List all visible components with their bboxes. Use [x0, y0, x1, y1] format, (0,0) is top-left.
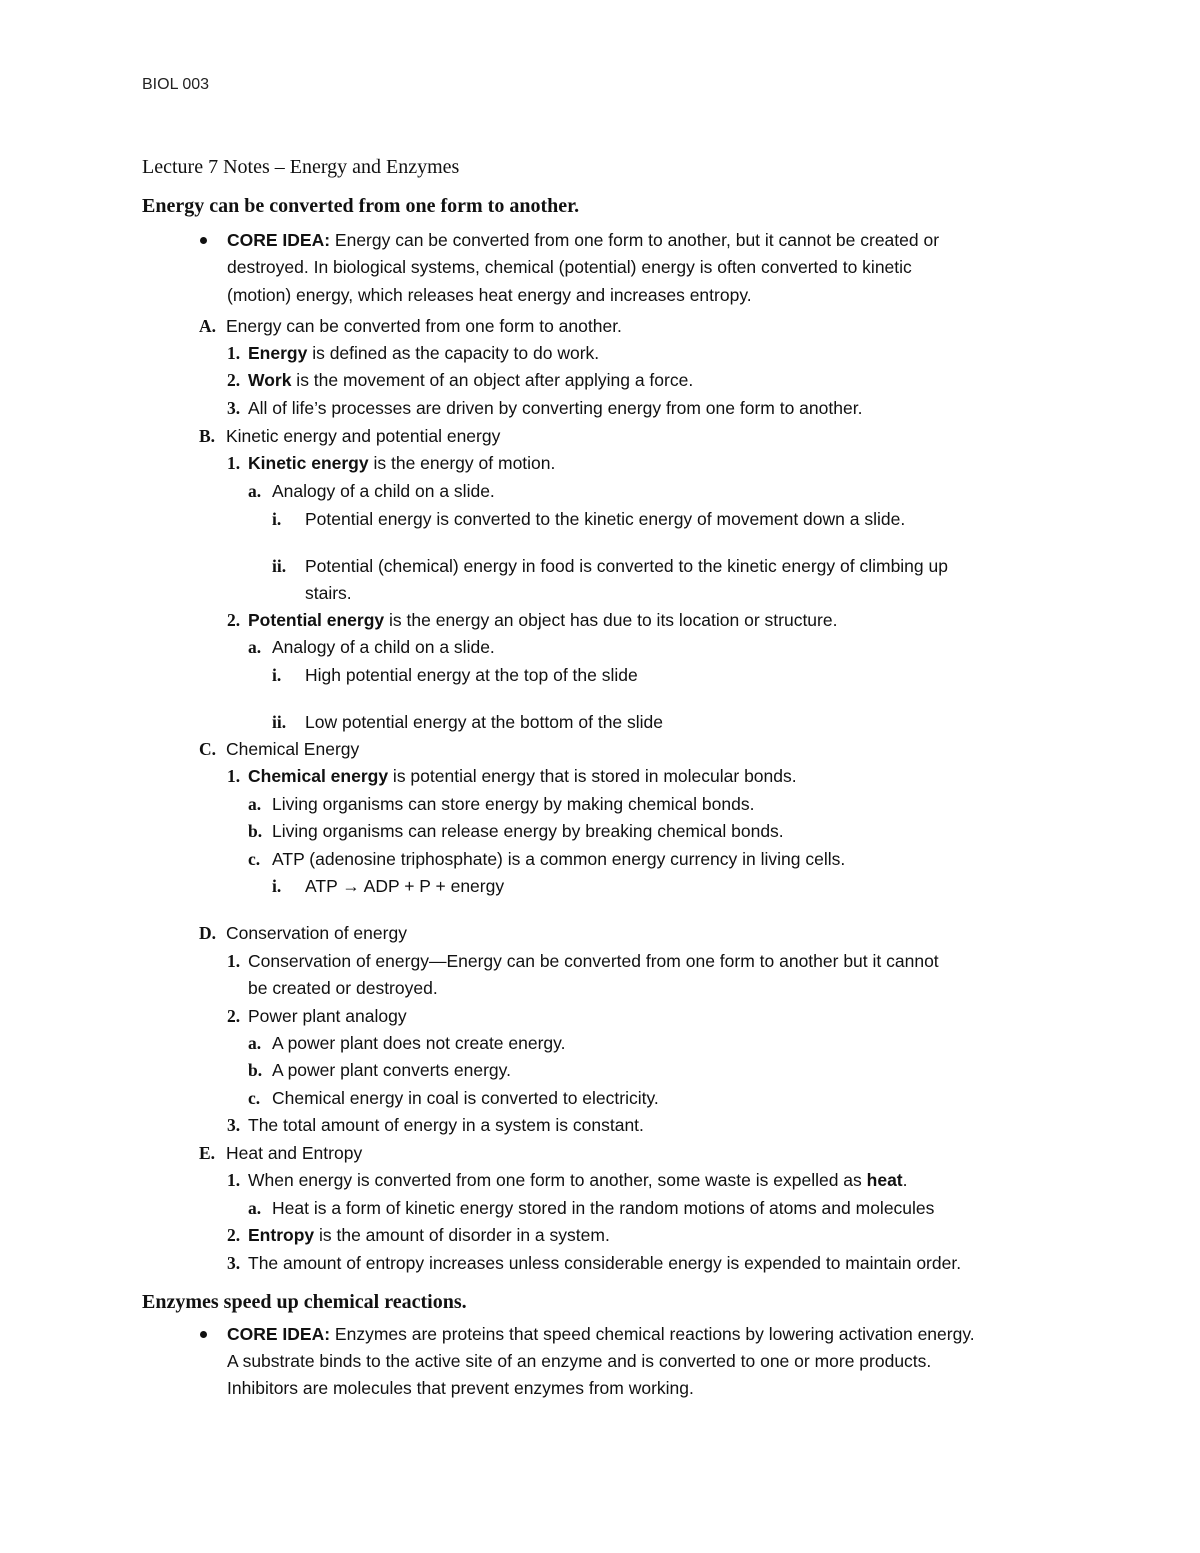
outline-item — [248, 1197, 934, 1219]
outline-text: Low potential energy at the bottom of the slide — [305, 712, 664, 732]
outline-item — [227, 1169, 908, 1191]
outline-text: Living organisms can store energy by making chemical bonds. — [272, 794, 755, 814]
outline-text: Power plant analogy — [248, 1006, 407, 1026]
outline-item-B — [199, 425, 500, 447]
outline-item — [227, 1252, 961, 1274]
outline-marker: A. — [199, 316, 217, 336]
outline-item — [227, 342, 599, 364]
outline-marker: 1. — [227, 766, 241, 786]
outline-text: is the movement of an object after applying a force. — [291, 370, 694, 390]
term: heat — [866, 1170, 903, 1190]
outline-text: Heat and Entropy — [226, 1143, 363, 1163]
outline-marker: 2. — [227, 370, 241, 390]
term: Entropy — [248, 1225, 315, 1245]
outline-marker: 3. — [227, 1115, 241, 1135]
outline-marker: B. — [199, 426, 216, 446]
term: Potential energy — [248, 610, 385, 630]
outline-marker: E. — [199, 1143, 216, 1163]
outline-item — [248, 1059, 511, 1081]
outline-item-A — [199, 315, 622, 337]
outline-marker: a. — [248, 794, 262, 814]
outline-text: A power plant converts energy. — [272, 1060, 511, 1080]
outline-item — [227, 1005, 407, 1027]
outline-marker: 1. — [227, 951, 241, 971]
outline-marker: 2. — [227, 1225, 241, 1245]
outline-text: Chemical energy in coal is converted to electricity. — [272, 1088, 659, 1108]
outline-text: Potential (chemical) energy in food is converted to the kinetic energy of climbing up — [305, 556, 948, 576]
outline-text: Kinetic energy and potential energy — [226, 426, 501, 446]
section-heading-enzymes: Enzymes speed up chemical reactions. — [142, 1291, 467, 1313]
outline-marker: i. — [272, 665, 282, 685]
outline-continuation: be created or destroyed. — [248, 978, 438, 998]
outline-marker: a. — [248, 1033, 262, 1053]
outline-text: Analogy of a child on a slide. — [272, 637, 495, 657]
core-idea-line: A substrate binds to the active site of an enzyme and is converted to one or more products. — [227, 1351, 932, 1371]
outline-item — [227, 1114, 644, 1136]
outline-item — [248, 636, 495, 658]
outline-marker: i. — [272, 876, 282, 896]
term: Energy — [248, 343, 308, 363]
outline-text: Conservation of energy — [226, 923, 407, 943]
outline-item — [227, 452, 555, 474]
outline-text: is the energy of motion. — [368, 453, 556, 473]
outline-marker: b. — [248, 1060, 263, 1080]
outline-text: is defined as the capacity to do work. — [307, 343, 600, 363]
term: Chemical energy — [248, 766, 389, 786]
outline-marker: 1. — [227, 343, 241, 363]
outline-item — [248, 793, 754, 815]
outline-marker: 2. — [227, 610, 241, 630]
outline-item — [227, 1224, 610, 1246]
outline-item — [272, 555, 948, 577]
outline-marker: 1. — [227, 1170, 241, 1190]
core-idea-label: CORE IDEA: — [227, 230, 331, 250]
term: Work — [248, 370, 292, 390]
core-idea-label: CORE IDEA: — [227, 1324, 331, 1344]
outline-marker: 3. — [227, 1253, 241, 1273]
outline-marker: c. — [248, 1088, 261, 1108]
outline-marker: a. — [248, 481, 262, 501]
outline-text: is potential energy that is stored in molecular bonds. — [388, 766, 797, 786]
outline-marker: C. — [199, 739, 217, 759]
outline-text: Analogy of a child on a slide. — [272, 481, 495, 501]
outline-marker: a. — [248, 1198, 262, 1218]
outline-text: A power plant does not create energy. — [272, 1033, 566, 1053]
outline-text: ATP (adenosine triphosphate) is a common energy currency in living cells. — [272, 849, 846, 869]
core-idea-line — [227, 229, 939, 251]
term: Kinetic energy — [248, 453, 369, 473]
outline-marker: D. — [199, 923, 217, 943]
outline-continuation: stairs. — [305, 583, 352, 603]
outline-item-E — [199, 1142, 362, 1164]
core-idea-line: Inhibitors are molecules that prevent enzymes from working. — [227, 1378, 694, 1398]
outline-text: Potential energy is converted to the kinetic energy of movement down a slide. — [305, 509, 906, 529]
outline-item — [272, 508, 905, 530]
outline-item-C — [199, 738, 359, 760]
outline-text: Living organisms can release energy by breaking chemical bonds. — [272, 821, 784, 841]
core-idea-text: Energy can be converted from one form to another, but it cannot be created or — [330, 230, 940, 250]
outline-marker: 3. — [227, 398, 241, 418]
outline-text: Energy can be converted from one form to another. — [226, 316, 622, 336]
outline-item — [227, 369, 693, 391]
section-heading-energy: Energy can be converted from one form to another. — [142, 195, 580, 217]
outline-marker: 2. — [227, 1006, 241, 1026]
outline-text: Heat is a form of kinetic energy stored in the random motions of atoms and molecules — [272, 1198, 935, 1218]
outline-item — [272, 664, 638, 686]
outline-text: Chemical Energy — [226, 739, 360, 759]
document-title: Lecture 7 Notes – Energy and Enzymes — [142, 156, 460, 178]
outline-item — [227, 609, 837, 631]
outline-text: When energy is converted from one form to another, some waste is expelled as — [248, 1170, 867, 1190]
outline-marker: i. — [272, 509, 282, 529]
outline-item — [272, 711, 663, 733]
outline-marker: 1. — [227, 453, 241, 473]
core-idea-text: Enzymes are proteins that speed chemical reactions by lowering activation energy. — [330, 1324, 975, 1344]
outline-text: The amount of entropy increases unless considerable energy is expended to maintain order. — [248, 1253, 962, 1273]
outline-text: Conservation of energy—Energy can be converted from one form to another but it cannot — [248, 951, 939, 971]
outline-item — [248, 820, 784, 842]
outline-marker: ii. — [272, 556, 287, 576]
outline-marker: a. — [248, 637, 262, 657]
outline-text: ATP → ADP + P + energy — [305, 876, 505, 896]
core-idea-line: (motion) energy, which releases heat energy and increases entropy. — [227, 285, 752, 305]
outline-item — [227, 397, 862, 419]
outline-item — [248, 1032, 565, 1054]
core-idea-line: destroyed. In biological systems, chemical (potential) energy is often converted to kinetic — [227, 257, 912, 277]
outline-text: High potential energy at the top of the slide — [305, 665, 638, 685]
outline-item — [248, 848, 845, 870]
outline-item — [227, 765, 797, 787]
outline-marker: c. — [248, 849, 261, 869]
outline-text: . — [902, 1170, 908, 1190]
outline-text: The total amount of energy in a system is constant. — [248, 1115, 644, 1135]
bullet-icon — [200, 1331, 207, 1338]
core-idea-line — [227, 1323, 975, 1345]
bullet-icon — [200, 237, 207, 244]
outline-text: is the energy an object has due to its location or structure. — [384, 610, 838, 630]
course-header: BIOL 003 — [142, 76, 210, 93]
outline-item — [248, 1087, 659, 1109]
outline-item — [227, 950, 939, 972]
outline-item — [272, 875, 504, 897]
outline-item — [248, 480, 495, 502]
outline-marker: ii. — [272, 712, 287, 732]
outline-text: All of life’s processes are driven by converting energy from one form to another. — [248, 398, 863, 418]
outline-marker: b. — [248, 821, 263, 841]
outline-text: is the amount of disorder in a system. — [314, 1225, 610, 1245]
outline-item-D — [199, 922, 407, 944]
